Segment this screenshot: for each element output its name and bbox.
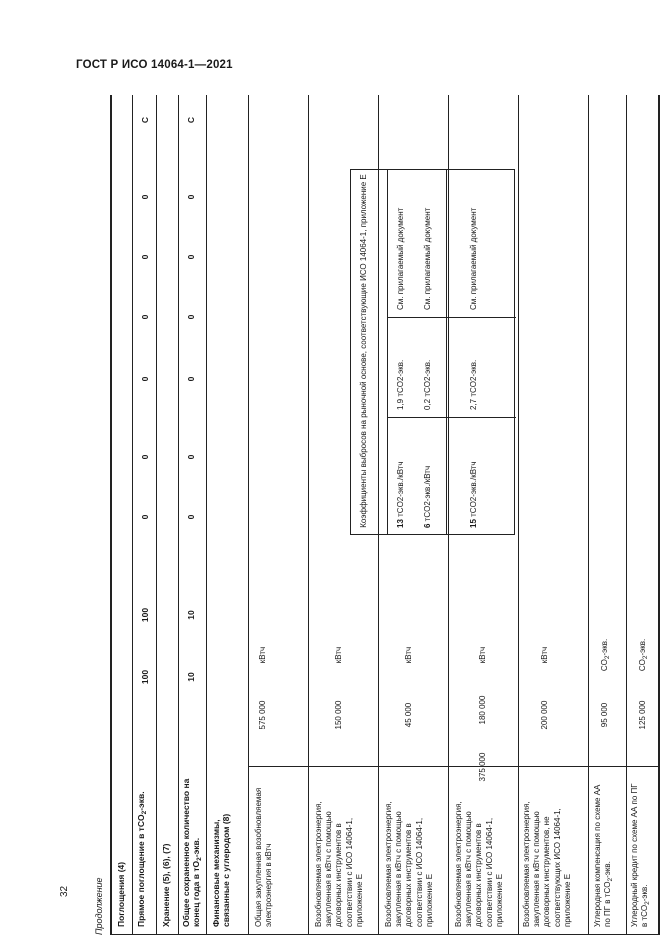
storage-total-v5: 0 xyxy=(186,376,196,382)
direct-removal-v5: 0 xyxy=(140,376,150,382)
doc-ref-3: См. прилагаемый документ xyxy=(469,207,478,310)
renewable-noncompliant-value: 200 000 xyxy=(540,700,549,730)
factor-2: 6 тCO2-экв./кВтч xyxy=(423,465,432,528)
renewable-contract-3-unit: кВтч xyxy=(478,646,487,664)
offset-aa-label: Углеродная компенсация по схеме АА по ПГ в тCO$_2$-экв. xyxy=(593,784,615,927)
rule xyxy=(206,95,207,935)
storage-total-v4: 0 xyxy=(186,454,196,460)
renewable-contract-1-label: Возобновляемая электроэнергия, закупленная в кВтч с помощью договорных инструментов в соответствии с ИСО 14064-1, приложение Е xyxy=(314,801,364,927)
rule xyxy=(156,95,157,935)
storage-total-label: Общее сохраненное количество на конец года в $тO_2$-экв. xyxy=(181,778,204,927)
table-bottom-rule xyxy=(658,95,660,935)
credit-aa-label: Углеродный кредит по схеме АА по ПГ в тCO$_2$-экв. xyxy=(630,783,652,927)
emission-factors-heading: Коэффициенты выбросов на рыночной основе, соответствующие ИСО 14064-1, приложение Е xyxy=(359,174,368,528)
credit-aa-unit: $CO_2$-экв. xyxy=(638,638,649,672)
continuation-label: Продолжение xyxy=(94,877,104,935)
emissions-1: 1,9 тCO2-экв. xyxy=(396,359,405,410)
rule xyxy=(178,95,179,935)
factor-1: 13 тCO2-экв./кВтч xyxy=(396,461,405,528)
section-removals: Поглощения (4) xyxy=(116,861,126,927)
doc-ref-2: См. прилагаемый документ xyxy=(423,207,432,310)
rule xyxy=(626,95,627,935)
rule xyxy=(588,95,589,935)
rule xyxy=(308,95,309,935)
renewable-contract-3-label: Возобновляемая электроэнергия, закупленная в кВтч с помощью договорных инструментов в соответствии с ИСО 14064-1, приложение Е xyxy=(454,801,504,927)
rule xyxy=(518,95,519,935)
renewable-noncompliant-unit: кВтч xyxy=(540,646,549,664)
storage-total-v1: 10 xyxy=(186,672,196,682)
offset-aa-value: 95 000 xyxy=(600,702,609,728)
rule xyxy=(387,317,516,318)
renewable-contract-3-value-b: 180 000 xyxy=(478,695,487,725)
renewable-contract-2-label: Возобновляемая электроэнергия, закупленная в кВтч с помощью договорных инструментов в соответствии с ИСО 14064-1, приложение Е xyxy=(384,801,434,927)
renewable-contract-2-unit: кВтч xyxy=(404,646,413,664)
renewable-contract-1-unit: кВтч xyxy=(334,646,343,664)
renewable-total-label: Общая закупленная возобновляемая электроэнергия в кВтч xyxy=(254,787,274,927)
direct-removal-v2: 100 xyxy=(140,607,150,623)
storage-total-v3: 0 xyxy=(186,514,196,520)
direct-removal-label: Прямое поглощение в тCO$_2$-экв. xyxy=(136,791,148,927)
factor-3: 15 тCO2-экв./кВтч xyxy=(469,461,478,528)
offset-aa-unit: $CO_2$-экв. xyxy=(600,638,611,672)
direct-removal-v6: 0 xyxy=(140,314,150,320)
emissions-3: 2,7 тCO2-экв. xyxy=(469,359,478,410)
document-header: ГОСТ Р ИСО 14064-1—2021 xyxy=(76,59,233,71)
direct-removal-v4: 0 xyxy=(140,454,150,460)
storage-total-class: C xyxy=(186,116,196,124)
renewable-contract-3-value-a: 375 000 xyxy=(478,752,487,782)
direct-removal-v3: 0 xyxy=(140,514,150,520)
rule xyxy=(132,95,133,935)
direct-removal-class: C xyxy=(140,116,150,124)
direct-removal-v7: 0 xyxy=(140,254,150,260)
renewable-contract-2-value: 45 000 xyxy=(404,702,413,728)
rule xyxy=(446,170,447,534)
doc-ref-1: См. прилагаемый документ xyxy=(396,207,405,310)
credit-aa-value: 125 000 xyxy=(638,700,647,730)
storage-total-v7: 0 xyxy=(186,254,196,260)
emissions-2: 0,2 тCO2-экв. xyxy=(423,359,432,410)
emission-factors-box xyxy=(350,169,515,535)
renewable-total-unit: кВтч xyxy=(258,646,267,664)
rule xyxy=(248,766,658,767)
storage-total-v2: 10 xyxy=(186,610,196,620)
rule xyxy=(248,95,249,935)
direct-removal-v8: 0 xyxy=(140,194,150,200)
section-financial: Финансовые механизмы, связанные с углеродом (8) xyxy=(211,813,232,927)
section-storage: Хранение (5), (6), (7) xyxy=(161,843,171,927)
page-number: 32 xyxy=(59,885,70,897)
storage-total-v8: 0 xyxy=(186,194,196,200)
rule xyxy=(387,170,388,534)
renewable-contract-1-value: 150 000 xyxy=(334,700,343,730)
renewable-total-value: 575 000 xyxy=(258,700,267,730)
storage-total-v6: 0 xyxy=(186,314,196,320)
rotated-table xyxy=(88,95,658,935)
direct-removal-v1: 100 xyxy=(140,669,150,685)
rule xyxy=(387,417,516,418)
table-top-rule xyxy=(110,95,112,935)
renewable-noncompliant-label: Возобновляемая электроэнергия, закупленная в кВтч с помощью договорных инструментов, не соответствующих ИСО 14064-1, приложение Е xyxy=(522,801,572,927)
